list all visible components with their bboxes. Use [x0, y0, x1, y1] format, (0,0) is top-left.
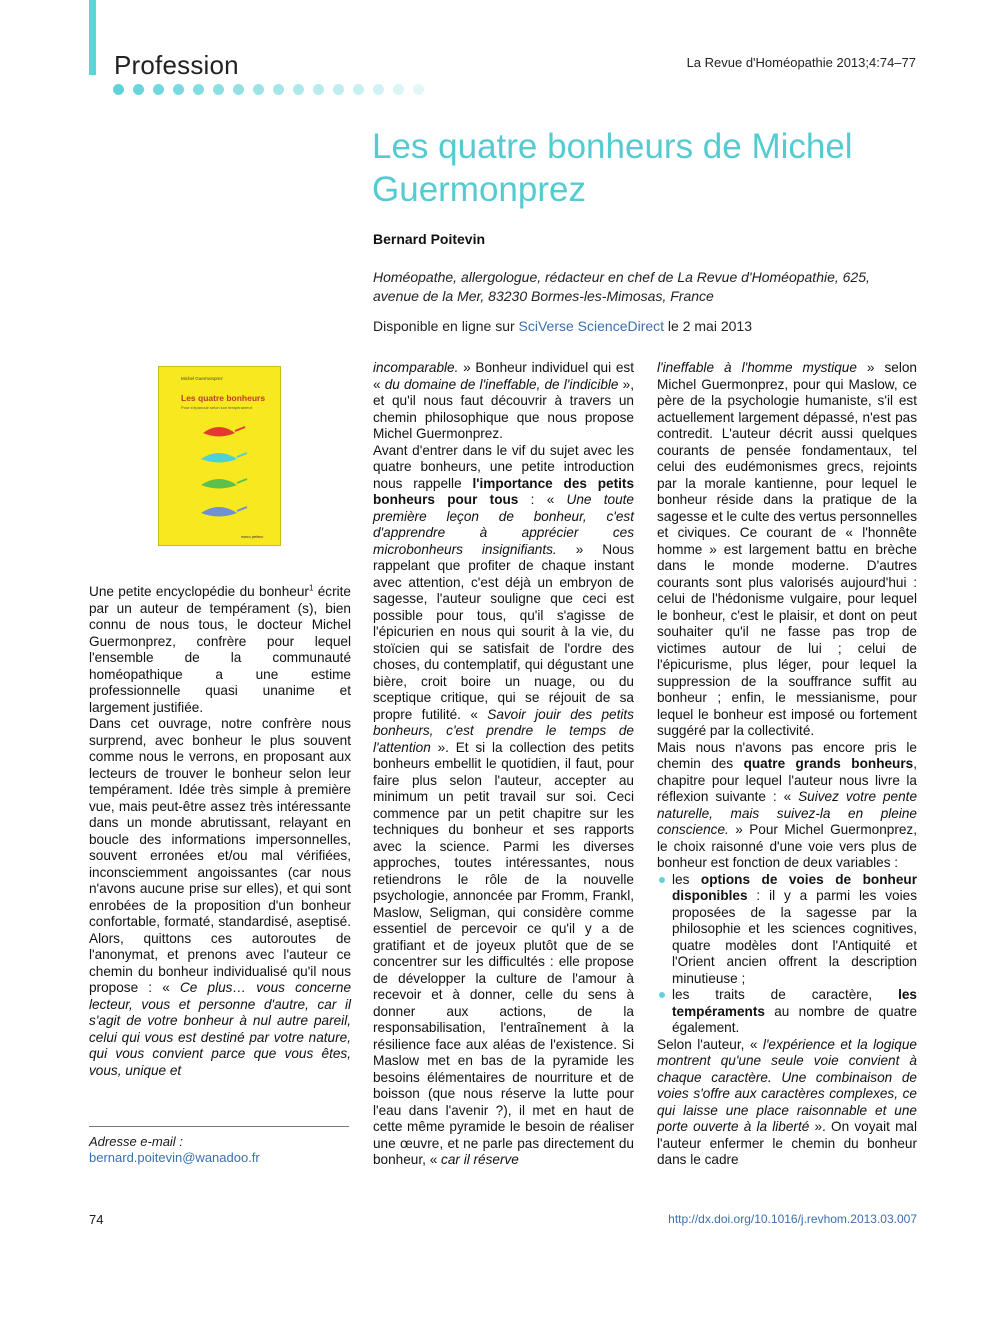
sciencedirect-link[interactable]: SciVerse ScienceDirect [518, 318, 665, 334]
cover-lamp-blue [201, 507, 247, 517]
section-label: Profession [114, 50, 239, 80]
decorative-dot [113, 84, 124, 95]
decorative-dot [133, 84, 144, 95]
email-link[interactable]: bernard.poitevin@wanadoo.fr [89, 1150, 260, 1165]
footnote-marker: 1 [308, 583, 314, 593]
bullet-list [657, 872, 917, 1037]
cover-lamp-green [201, 479, 247, 489]
decorative-dot [193, 84, 204, 95]
author-affiliation [373, 268, 918, 306]
book-cover-image [158, 366, 281, 546]
cover-subtitle: Pour s'épanouir selon son tempérament [181, 405, 252, 410]
footnote-divider [89, 1126, 349, 1127]
paragraph: Selon l'auteur, « l'expérience et la logique montrent qu'une seule voie convient à chaque caractère. Une combinaison de voies s'offre aux caractères complexes, ce qui laisse une place raisonnable et une porte ouverte à la liberté ». On voyait mal l'auteur enfermer le chemin du bonheur dans le cadre [657, 1036, 917, 1167]
column-3 [657, 360, 917, 1169]
accent-bar [89, 0, 96, 75]
column-2 [373, 360, 634, 1169]
decorative-dot [293, 84, 304, 95]
decorative-dot [153, 84, 164, 95]
cover-title: Les quatre bonheurs [181, 393, 266, 403]
decorative-dot-row [113, 84, 443, 96]
decorative-dot [353, 84, 364, 95]
author-name: Bernard Poitevin [373, 231, 486, 247]
list-item: les options de voies de bonheur disponibles : il y a parmi les voies proposées de la sagesse par la philosophie et les sciences cognitives, quatre modèles dont l'Antiquité et l'Orient ancien offrent la description minutieuse ; [672, 871, 918, 986]
journal-reference: La Revue d'Homéopathie 2013;4:74–77 [686, 55, 916, 70]
cover-publisher: marco pietteur [241, 535, 264, 539]
decorative-dot [273, 84, 284, 95]
page-number: 74 [89, 1212, 104, 1227]
decorative-dot [233, 84, 244, 95]
decorative-dot [173, 84, 184, 95]
column-1 [89, 584, 351, 1079]
footnote-email [89, 1134, 260, 1166]
paragraph: incomparable. » Bonheur individuel qui est « du domaine de l'ineffable, de l'indicible », et qu'il nous faut découvrir à travers un chemin philosophique que nous propose Michel Guermonprez. [373, 360, 634, 441]
decorative-dot [333, 84, 344, 95]
availability-prefix: Disponible en ligne sur [373, 318, 519, 334]
decorative-dot [213, 84, 224, 95]
affiliation-line-2: avenue de la Mer, 83230 Bormes-les-Mimosas, France [373, 288, 714, 304]
availability-suffix: le 2 mai 2013 [664, 318, 752, 334]
decorative-dot [413, 84, 424, 95]
title-line-2: Guermonprez [372, 170, 586, 209]
decorative-dot [373, 84, 384, 95]
decorative-dot [313, 84, 324, 95]
decorative-dot [393, 84, 404, 95]
doi-link[interactable]: http://dx.doi.org/10.1016/j.revhom.2013.03.007 [668, 1212, 917, 1226]
paragraph: Mais nous n'avons pas encore pris le chemin des quatre grands bonheurs, chapitre pour lequel l'auteur nous livre la réflexion suivante : « Suivez votre pente naturelle, mais suivez-la en pleine conscience. » Pour Michel Guermonprez, le choix raisonné d'une voie vers plus de bonheur est fonction de deux variables : [657, 739, 917, 870]
list-item: les traits de caractère, les tempéraments au nombre de quatre également. [672, 987, 917, 1035]
decorative-dot [253, 84, 264, 95]
title-line-1: Les quatre bonheurs de Michel [372, 127, 853, 166]
cover-author: Michel Guermonprez [181, 376, 223, 381]
paragraph: Avant d'entrer dans le vif du sujet avec les quatre bonheurs, une petite introduction nous rappelle l'importance des petits bonheurs pour tous : « Une toute première leçon de bonheur, c'est d'apprendre à apprécier ces microbonheurs insignifiants. » Nous rappelant que profiter de chaque instant avec attention, c'est déjà un embryon de sagesse, l'auteur souligne que ceci est possible pour tous, qu'il s'agisse de l'épicurien en nous qui sourit à la vie, du stoïcien qui se satisfait de l'ordre des choses, du contemplatif, qui dégustant une bière, croit boire un nuage, ou du sceptique critique, qui se réjouit de sa propre futilité. « Savoir jouir des petits bonheurs, c'est prendre le temps de l'attention ». Et si la collection des petits bonheurs embellit le quotidien, il faut, pour faire plus selon l'auteur, accepter au minimum un petit travail sur soi. Ceci commence par un petit chapitre sur les techniques du bonheur et ses rapports avec la science. Parmi les diverses approches, toutes intéressantes, nous retiendrons le rôle de la nouvelle psychologie, annoncée par Fromm, Frankl, Maslow, Seligman, qui considère comme essentiel de percevoir ce qu'il y a de gratifiant et de joyeux plutôt que de se concentrer sur les difficultés : elle propose de développer la culture de l'amour à recevoir et à donner, celle du sens à donner aux actions, de la responsabilisation, l'entraînement à la résilience face aux aléas de l'existence. Si Maslow met en bas de la pyramide les besoins élémentaires de nourriture et de boisson (que nous réserve la lutte pour l'eau dans l'avenir ?), il met en haut de cette même pyramide le besoin de réaliser une œuvre, et ne parle pas directement du bonheur, « car il réserve [373, 442, 635, 1167]
paragraph: l'ineffable à l'homme mystique » selon Michel Guermonprez, pour qui Maslow, ce père de la psychologie humaniste, s'il est actuellement largement dépassé, n'est pas contredit. L'auteur décrit aussi quelques courants de pensée fondamentaux, tel celui des eudémonismes grecs, rejoints par la morale kantienne, pour lequel le bonheur réside dans la pratique de la sagesse et le culte des vertus personnelles et civiques. Ce courant de « l'honnête homme » est largement battu en brèche dans le monde moderne. D'autres courants sont plus valorisés aujourd'hui : celui de l'hédonisme vulgaire, pour lequel le bonheur, c'est le plaisir, et dont on peut souhaiter qu'il ne fasse pas trop de victimes autour de lui ; celui de l'épicurisme, plus léger, pour lequel la suppression de la souffrance suffit au bonheur ; enfin, le messianisme, pour lequel le bonheur est imposé ou fortement suggéré par la collectivité. [657, 360, 917, 738]
cover-lamp-red [203, 427, 245, 437]
online-availability [373, 318, 752, 334]
paragraph: Dans cet ouvrage, notre confrère nous surprend, avec bonheur le plus souvent comme nous le verrons, en proposant aux lecteurs de trouver le bonheur selon leur tempérament. Idée très simple à première vue, mais peut-être assez très intéressante dans un monde abrutissant, relayant en boucle des informations impersonnelles, souvent erronées et/ou mal vérifiées, inconsciemment angoissantes (car nous n'avons aucune prise sur elles), et qui sont enrobées de la proposition d'un bonheur confortable, formaté, standardisé, aseptisé. Alors, quittons ces autoroutes de l'anonymat, et prenons avec l'auteur ce chemin du bonheur individualisé qu'il nous propose : « Ce plus… vous concerne lecteur, vous et personne d'autre, car il s'agit de votre bonheur à nul autre pareil, celui qui vous est destiné par votre nature, qui vous convient parce que vous êtes, vous, unique et [89, 716, 352, 1078]
book-cover-art [159, 367, 280, 545]
article-title [372, 125, 912, 211]
affiliation-line-1: Homéopathe, allergologue, rédacteur en chef de La Revue d'Homéopathie, 625, [373, 269, 870, 285]
email-label: Adresse e-mail : [89, 1134, 183, 1149]
cover-lamp-cyan [201, 453, 247, 463]
paragraph: Une petite encyclopédie du bonheur$^1$ écrite par un auteur de tempérament (s), bien connu de nous tous, le docteur Michel Guermonprez, confrère pour lequel l'ensemble de la communauté homéopathique a une estime professionnelle quasi unanime et largement justifiée. [89, 583, 351, 715]
